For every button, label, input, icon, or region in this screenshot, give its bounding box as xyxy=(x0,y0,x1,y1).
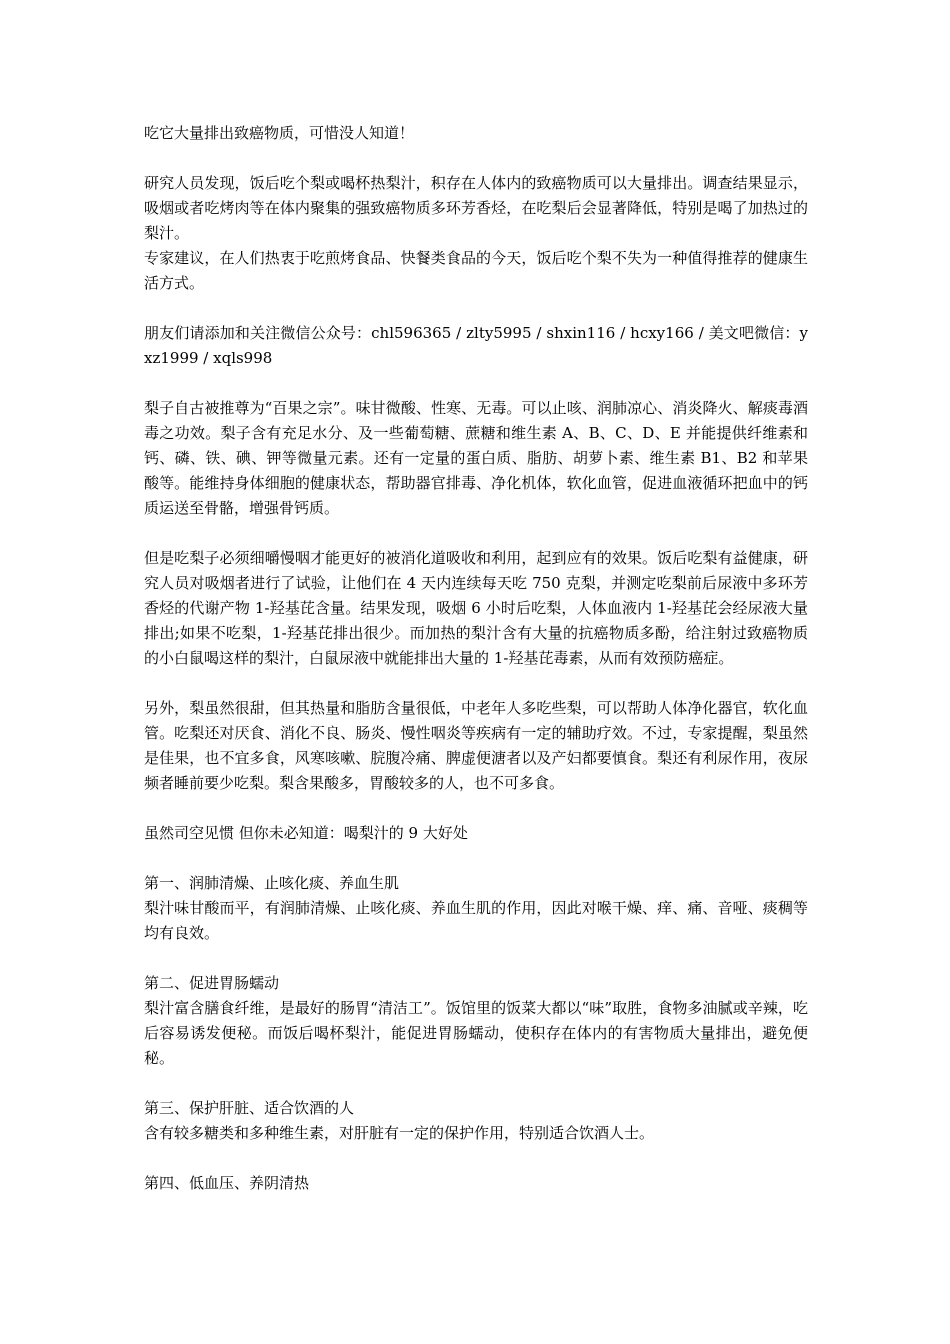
benefit-1-title: 第一、润肺清燥、止咳化痰、养血生肌 xyxy=(144,874,400,892)
benefit-2-title: 第二、促进胃肠蠕动 xyxy=(144,974,280,992)
spacer xyxy=(144,146,808,171)
article-title: 吃它大量排出致癌物质，可惜没人知道！ xyxy=(144,124,415,142)
benefits-heading: 虽然司空见惯 但你未必知道：喝梨汁的 9 大好处 xyxy=(144,824,468,842)
spacer xyxy=(144,1146,808,1171)
spacer xyxy=(144,521,808,546)
spacer xyxy=(144,371,808,396)
wechat-note: 朋友们请添加和关注微信公众号：chl596365 / zlty5995 / shxin116 / hcxy166 / 美文吧微信：yxz1999 / xqls998 xyxy=(144,324,808,367)
research-paragraph: 但是吃梨子必须细嚼慢咽才能更好的被消化道吸收和利用，起到应有的效果。饭后吃梨有益健康，研究人员对吸烟者进行了试验，让他们在 4 天内连续每天吃 750 克梨，并测定吃梨前后尿液中多环芳香烃的代谢产物 1-羟基芘含量。结果发现，吸烟 6 小时后吃梨，人体血液内 1-羟基芘会经尿液大量排出;如果不吃梨，1-羟基芘排出很少。而加热的梨汁含有大量的抗癌物质多酚，给注射过致癌物质的小白鼠喝这样的梨汁，白鼠尿液中就能排出大量的 1-羟基芘毒素，从而有效预防癌症。 xyxy=(144,549,808,667)
document-body xyxy=(144,121,808,1196)
spacer xyxy=(144,946,808,971)
benefit-2-text: 梨汁富含膳食纤维，是最好的肠胃“清洁工”。饭馆里的饭菜大都以“味”取胜，食物多油腻或辛辣，吃后容易诱发便秘。而饭后喝杯梨汁，能促进胃肠蠕动，使积存在体内的有害物质大量排出，避免便秘。 xyxy=(144,999,808,1067)
spacer xyxy=(144,796,808,821)
benefit-1-text: 梨汁味甘酸而平，有润肺清燥、止咳化痰、养血生肌的作用，因此对喉干燥、痒、痛、音哑、痰稠等均有良效。 xyxy=(144,899,808,942)
spacer xyxy=(144,296,808,321)
benefit-3-title: 第三、保护肝脏、适合饮酒的人 xyxy=(144,1099,355,1117)
spacer xyxy=(144,1071,808,1096)
spacer xyxy=(144,846,808,871)
benefit-4-title: 第四、低血压、养阴清热 xyxy=(144,1174,310,1192)
intro-paragraph: 研究人员发现，饭后吃个梨或喝杯热梨汁，积存在人体内的致癌物质可以大量排出。调查结果显示，吸烟或者吃烤肉等在体内聚集的强致癌物质多环芳香烃，在吃梨后会显著降低，特别是喝了加热过的梨汁。 xyxy=(144,174,808,242)
expert-advice-paragraph: 专家建议，在人们热衷于吃煎烤食品、快餐类食品的今天，饭后吃个梨不失为一种值得推荐的健康生活方式。 xyxy=(144,249,808,292)
pear-intro-paragraph: 梨子自古被推尊为“百果之宗”。味甘微酸、性寒、无毒。可以止咳、润肺凉心、消炎降火、解痰毒酒毒之功效。梨子含有充足水分、及一些葡萄糖、蔗糖和维生素 A、B、C、D、E 并能提供纤维素和钙、磷、铁、碘、钾等微量元素。还有一定量的蛋白质、脂肪、胡萝卜素、维生素 B1、B2 和苹果酸等。能维持身体细胞的健康状态，帮助器官排毒、净化机体，软化血管，促进血液循环把血中的钙质运送至骨骼，增强骨钙质。 xyxy=(144,399,808,517)
benefit-3-text: 含有较多糖类和多种维生素，对肝脏有一定的保护作用，特别适合饮酒人士。 xyxy=(144,1124,655,1142)
spacer xyxy=(144,671,808,696)
caution-paragraph: 另外，梨虽然很甜，但其热量和脂肪含量很低，中老年人多吃些梨，可以帮助人体净化器官，软化血管。吃梨还对厌食、消化不良、肠炎、慢性咽炎等疾病有一定的辅助疗效。不过，专家提醒，梨虽然是佳果，也不宜多食，风寒咳嗽、脘腹冷痛、脾虚便溏者以及产妇都要慎食。梨还有利尿作用，夜尿频者睡前要少吃梨。梨含果酸多，胃酸较多的人，也不可多食。 xyxy=(144,699,808,792)
